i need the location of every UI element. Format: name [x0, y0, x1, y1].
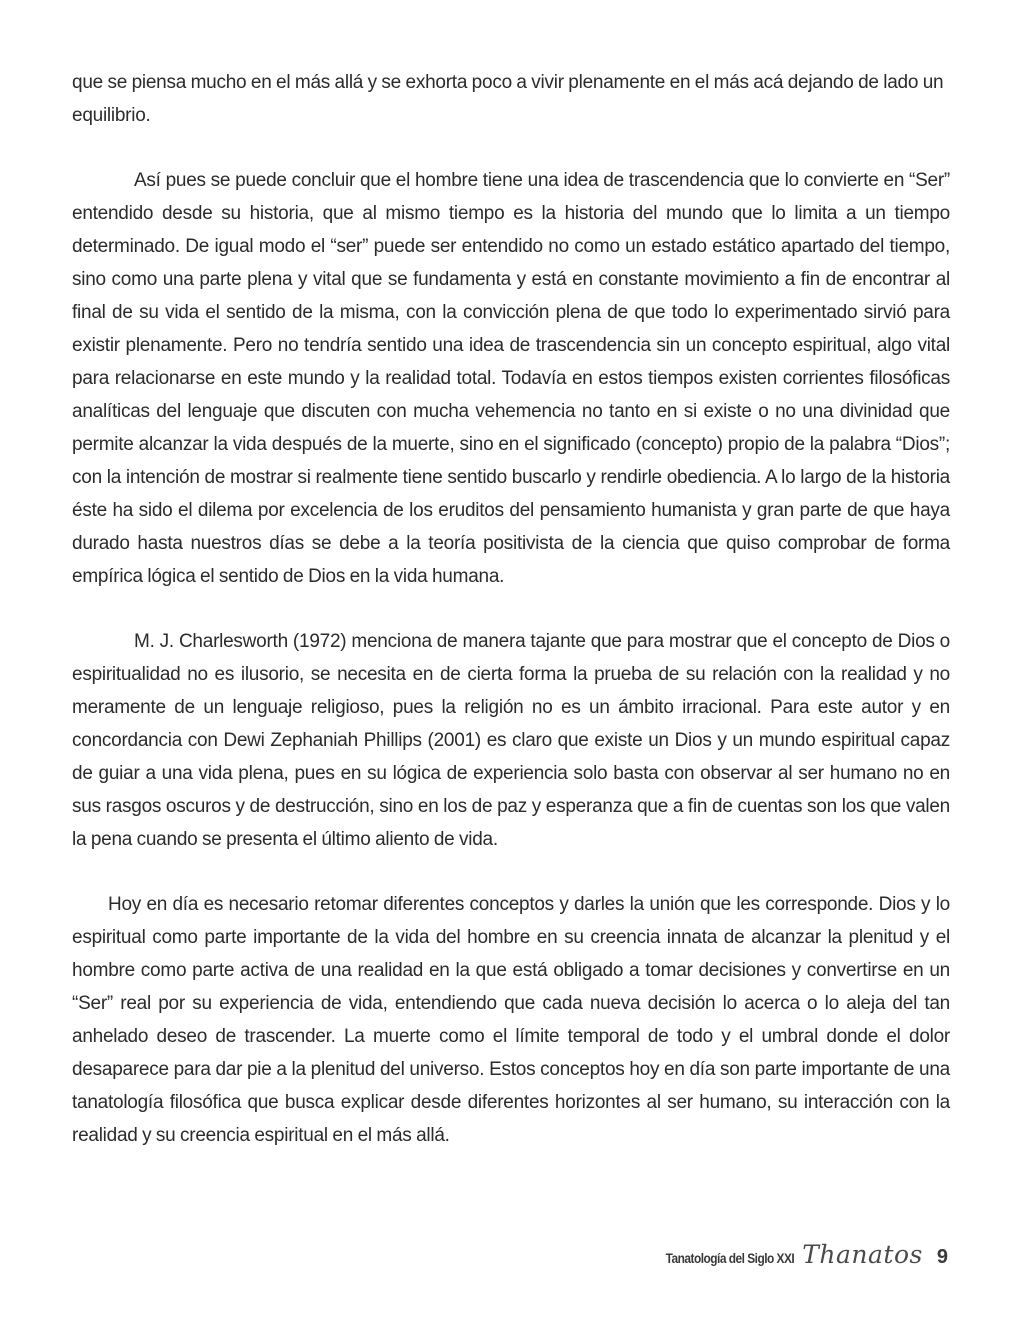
paragraph-charlesworth: M. J. Charlesworth (1972) menciona de manera tajante que para mostrar que el concepto de Dios o espiritualidad no es ilusorio, se necesita en de cierta forma la prueba de su relación con la realidad y no meramente de un lenguaje religioso, pues la religión no es un ámbito irracional. Para este autor y en concordancia con Dewi Zephaniah Phillips (2001) es claro que existe un Dios y un mundo espiritual capaz de guiar a una vida plena, pues en su lógica de experiencia solo basta con observar al ser humano no en sus rasgos oscuros y de destrucción, sino en los de paz y esperanza que a fin de cuentas son los que valen la pena cuando se presenta el último aliento de vida. — [72, 631, 950, 850]
footer-brand-logo: Thanatos — [802, 1240, 923, 1269]
page-number: 9 — [936, 1246, 948, 1268]
footer-series-title: Tanatología del Siglo XXI — [665, 1250, 795, 1266]
page-footer — [643, 1240, 948, 1280]
paragraph-trascendencia: Así pues se puede concluir que el hombre tiene una idea de trascendencia que lo convierte en “Ser” entendido desde su historia, que al mismo tiempo es la historia del mundo que lo limita a un tiempo determinado. De igual modo el “ser” puede ser entendido no como un estado estático apartado del tiempo, sino como una parte plena y vital que se fundamenta y está en constante movimiento a fin de encontrar al final de su vida el sentido de la misma, con la convicción plena de que todo lo experimentado sirvió para existir plenamente. Pero no tendría sentido una idea de trascendencia sin un concepto espiritual, algo vital para relacionarse en este mundo y la realidad total. Todavía en estos tiempos existen corrientes filosóficas analíticas del lenguaje que discuten con mucha vehemencia no tanto en si existe o no una divinidad que permite alcanzar la vida después de la muerte, sino en el significado (concepto) propio de la palabra “Dios”; con la intención de mostrar si realmente tiene sentido buscarlo y rendirle obediencia. A lo largo de la historia éste ha sido el dilema por excelencia de los eruditos del pensamiento humanista y gran parte de que haya durado hasta nuestros días se debe a la teoría positivista de la ciencia que quiso comprobar de forma empírica lógica el sentido de Dios en la vida humana. — [72, 170, 950, 587]
paragraph-continuation: que se piensa mucho en el más allá y se exhorta poco a vivir plenamente en el más acá dejando de lado un equilibrio. — [72, 72, 944, 126]
body-text — [72, 66, 950, 1152]
paragraph-conclusion: Hoy en día es necesario retomar diferentes conceptos y darles la unión que les corresponde. Dios y lo espiritual como parte importante de la vida del hombre en su creencia innata de alcanzar la plenitud y el hombre como parte activa de una realidad en la que está obligado a tomar decisiones y convertirse en un “Ser” real por su experiencia de vida, entendiendo que cada nueva decisión lo acerca o lo aleja del tan anhelado deseo de trascender. La muerte como el límite temporal de todo y el umbral donde el dolor desaparece para dar pie a la plenitud del universo. Estos conceptos hoy en día son parte importante de una tanatología filosófica que busca explicar desde diferentes horizontes al ser humano, su interacción con la realidad y su creencia espiritual en el más allá. — [72, 894, 950, 1146]
